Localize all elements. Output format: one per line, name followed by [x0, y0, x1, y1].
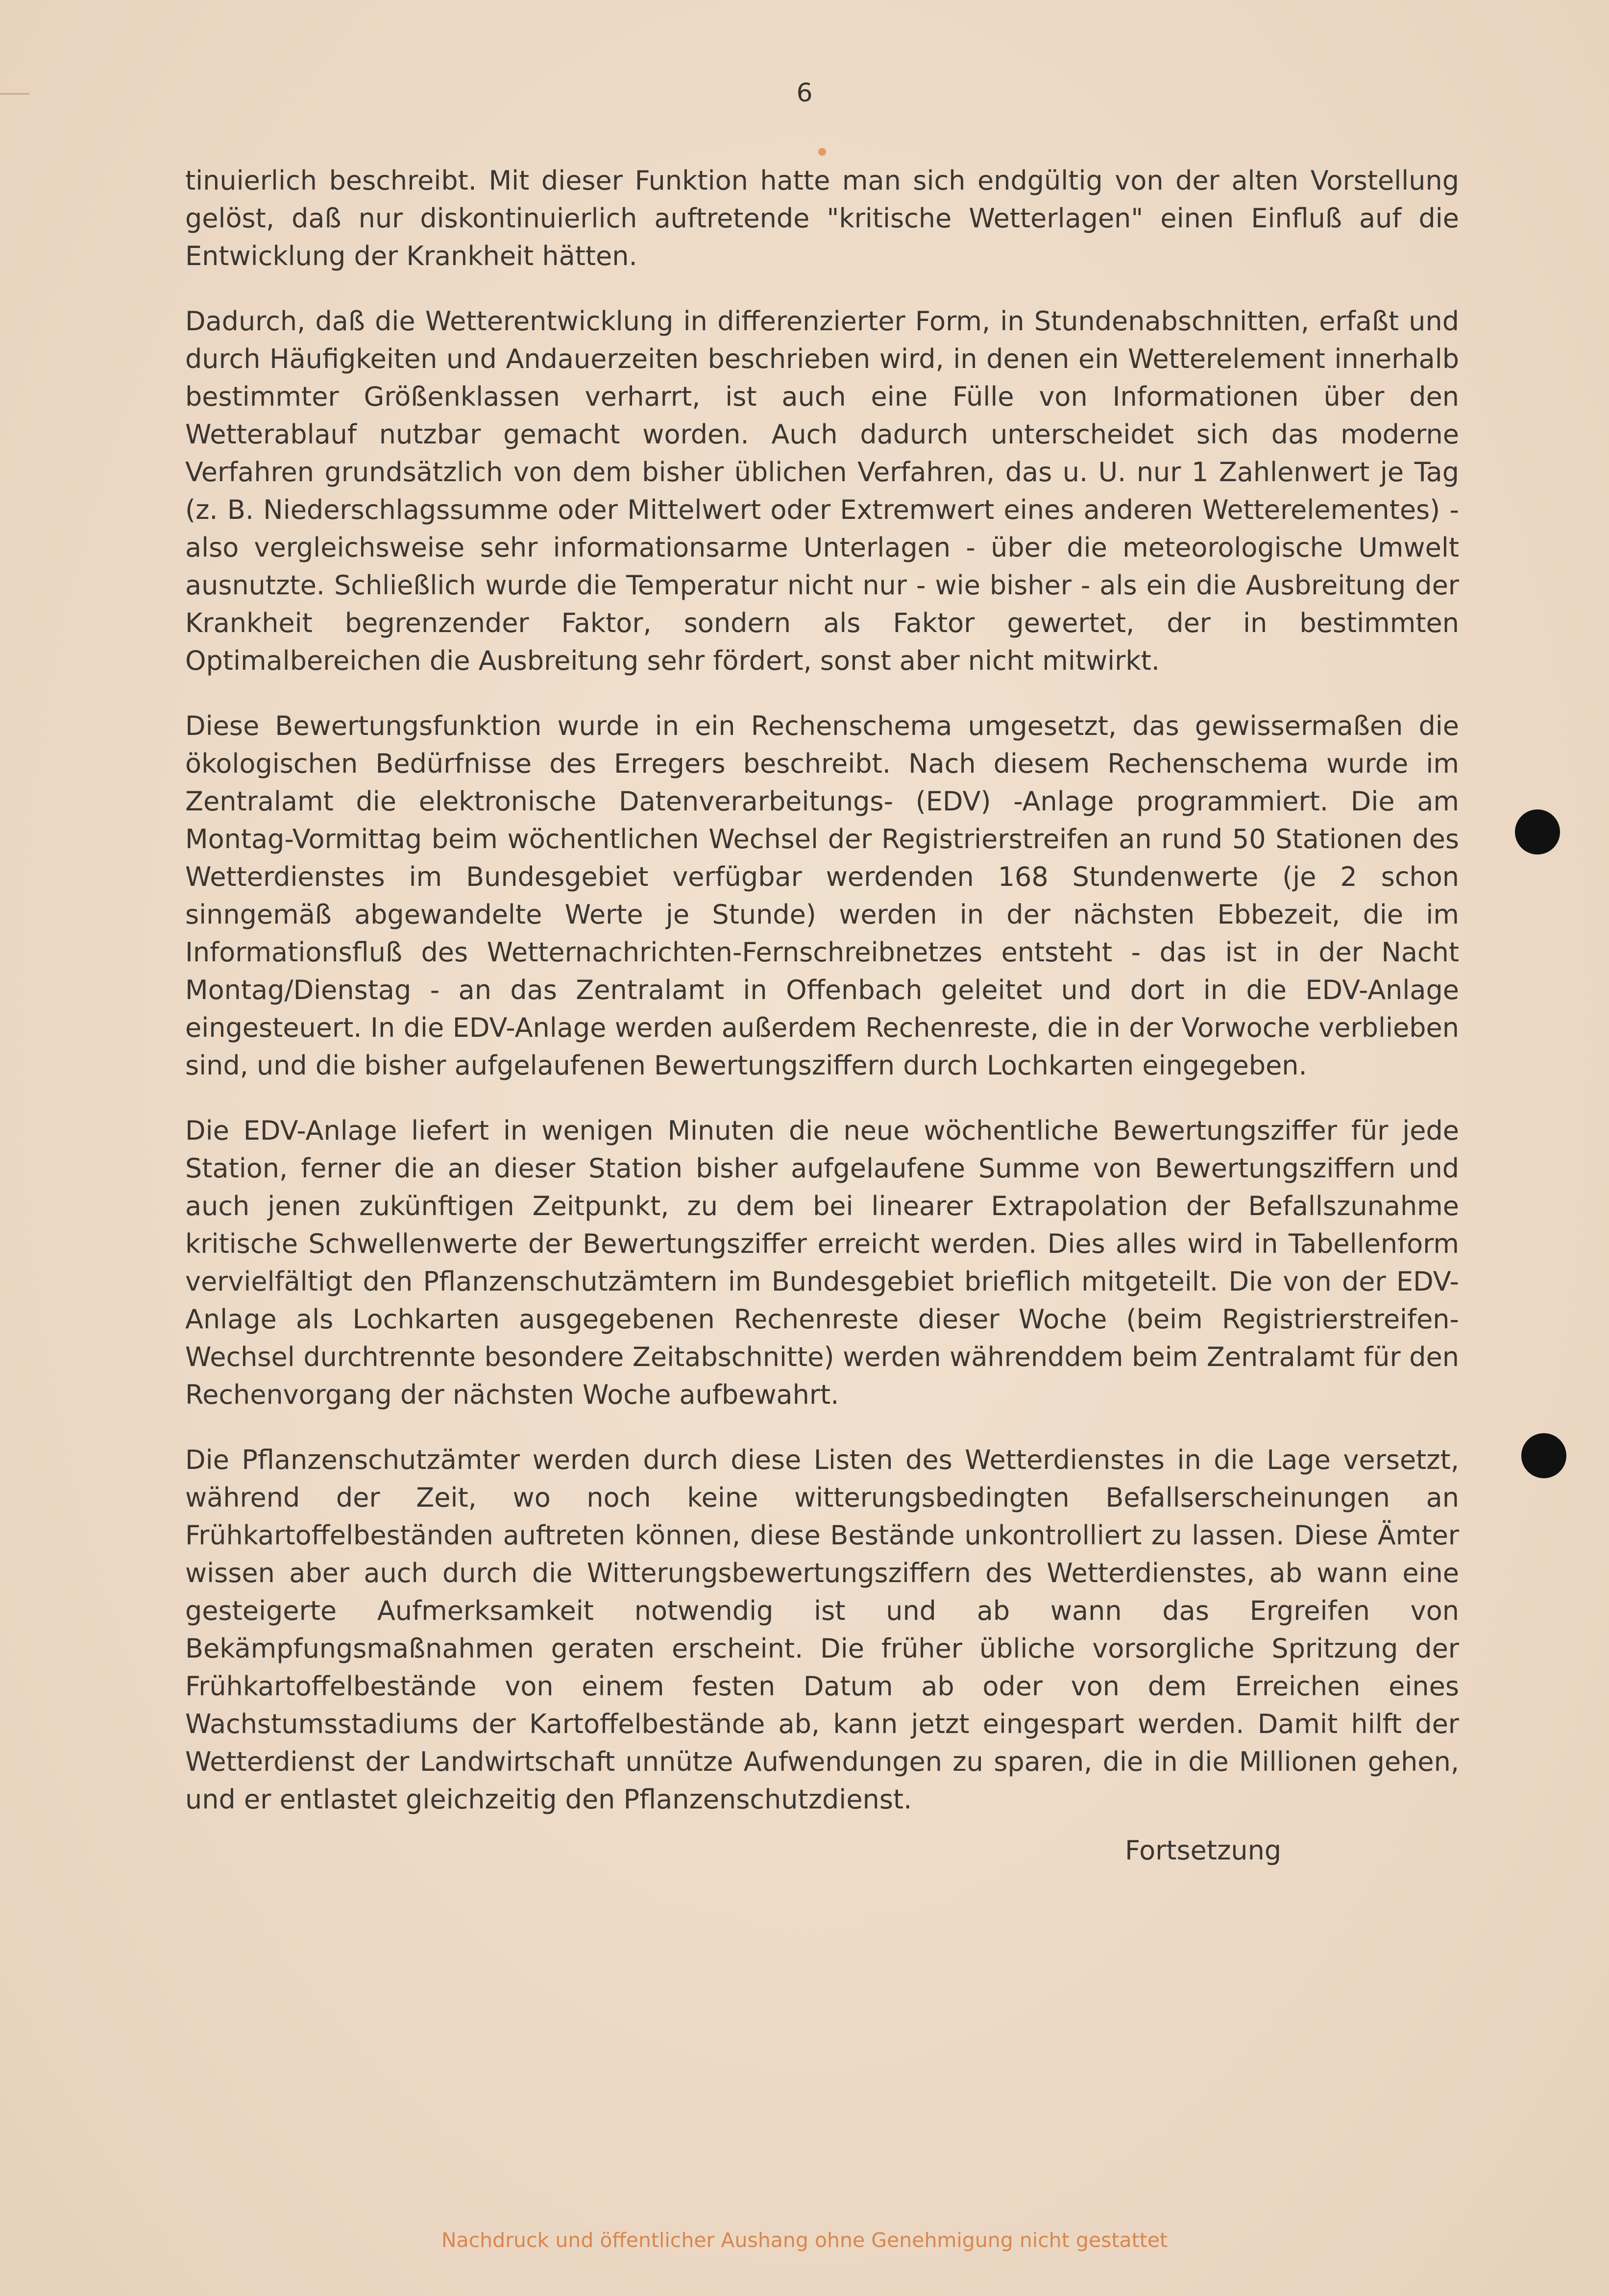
reprint-notice: Nachdruck und öffentlicher Aushang ohne Genehmigung nicht gestattet	[441, 2228, 1168, 2252]
paragraph-4: Die EDV-Anlage liefert in wenigen Minuten die neue wöchentliche Bewertungsziffer für jede Station, ferner die an dieser Station bisher aufgelaufene Summe von Bewertungsziffern und auch jenen zukünftigen Zeitpunkt, zu dem bei linearer Extrapolation der Befallszunahme kritische Schwellenwerte der Bewertungsziffer erreicht werden. Dies alles wird in Tabellenform vervielfältigt den Pflanzenschutzämtern im Bundesgebiet brieflich mitgeteilt. Die von der EDV-Anlage als Lochkarten ausgegebenen Rechenreste dieser Woche (beim Registrierstreifen-Wechsel durchtrennte besondere Zeitabschnitte) werden währenddem beim Zentralamt für den Rechenvorgang der nächsten Woche aufbewahrt.	[185, 1115, 1459, 1410]
paragraph-2: Dadurch, daß die Wetterentwicklung in differenzierter Form, in Stundenabschnitten, erfaßt und durch Häufigkeiten und Andauerzeiten beschrieben wird, in denen ein Wetterelement innerhalb bestimmter Größenklassen verharrt, ist auch eine Fülle von Informationen über den Wetterablauf nutzbar gemacht worden. Auch dadurch unterscheidet sich das moderne Verfahren grundsätzlich von dem bisher üblichen Verfahren, das u. U. nur 1 Zahlenwert je Tag (z. B. Niederschlagssumme oder Mittelwert oder Extremwert eines anderen Wetterelementes) - also vergleichsweise sehr informationsarme Unterlagen - über die meteorologische Umwelt ausnutzte. Schließlich wurde die Temperatur nicht nur - wie bisher - als ein die Ausbreitung der Krankheit begrenzender Faktor, sondern als Faktor gewertet, der in bestimmten Optimalbereichen die Ausbreitung sehr fördert, sonst aber nicht mitwirkt.	[185, 306, 1459, 676]
punch-hole-upper	[1515, 809, 1560, 855]
paragraph-3: Diese Bewertungsfunktion wurde in ein Rechenschema umgesetzt, das gewissermaßen die ökologischen Bedürfnisse des Erregers beschreibt. Nach diesem Rechenschema wurde im Zentralamt die elektronische Datenverarbeitungs- (EDV) -Anlage programmiert. Die am Montag-Vormittag beim wöchentlichen Wechsel der Registrierstreifen an rund 50 Stationen des Wetterdienstes im Bundesgebiet verfügbar werdenden 168 Stundenwerte (je 2 schon sinngemäß abgewandelte Werte je Stunde) werden in der nächsten Ebbezeit, die im Informationsfluß des Wetternachrichten-Fernschreibnetzes entsteht - das ist in der Nacht Montag/Dienstag - an das Zentralamt in Offenbach geleitet und dort in die EDV-Anlage eingesteuert. In die EDV-Anlage werden außerdem Rechenreste, die in der Vorwoche verblieben sind, und die bisher aufgelaufenen Bewertungsziffern durch Lochkarten eingegeben.	[185, 710, 1459, 1081]
paragraph-1: tinuierlich beschreibt. Mit dieser Funktion hatte man sich endgültig von der alten Vorstellung gelöst, daß nur diskontinuierlich auftretende "kritische Wetterlagen" einen Einfluß auf die Entwicklung der Krankheit hätten.	[185, 165, 1459, 271]
paragraph-5: Die Pflanzenschutzämter werden durch diese Listen des Wetterdienstes in die Lage versetzt, während der Zeit, wo noch keine witterungsbedingten Befallserscheinungen an Frühkartoffelbeständen auftreten können, diese Bestände unkontrolliert zu lassen. Diese Ämter wissen aber auch durch die Witterungsbewertungsziffern des Wetterdienstes, ab wann eine gesteigerte Aufmerksamkeit notwendig ist und ab wann das Ergreifen von Bekämpfungsmaßnahmen geraten erscheint. Die früher übliche vorsorgliche Spritzung der Frühkartoffelbestände von einem festen Datum ab oder von dem Erreichen eines Wachstumsstadiums der Kartoffelbestände ab, kann jetzt eingespart werden. Damit hilft der Wetterdienst der Landwirtschaft unnütze Aufwendungen zu sparen, die in die Millionen gehen, und er entlastet gleichzeitig den Pflanzenschutzdienst.	[185, 1444, 1459, 1815]
ink-spot	[818, 148, 826, 156]
document-body	[185, 162, 1459, 1846]
page-number: 6	[796, 78, 813, 108]
punch-hole-lower	[1521, 1433, 1566, 1478]
continuation-label: Fortsetzung	[1125, 1835, 1282, 1866]
